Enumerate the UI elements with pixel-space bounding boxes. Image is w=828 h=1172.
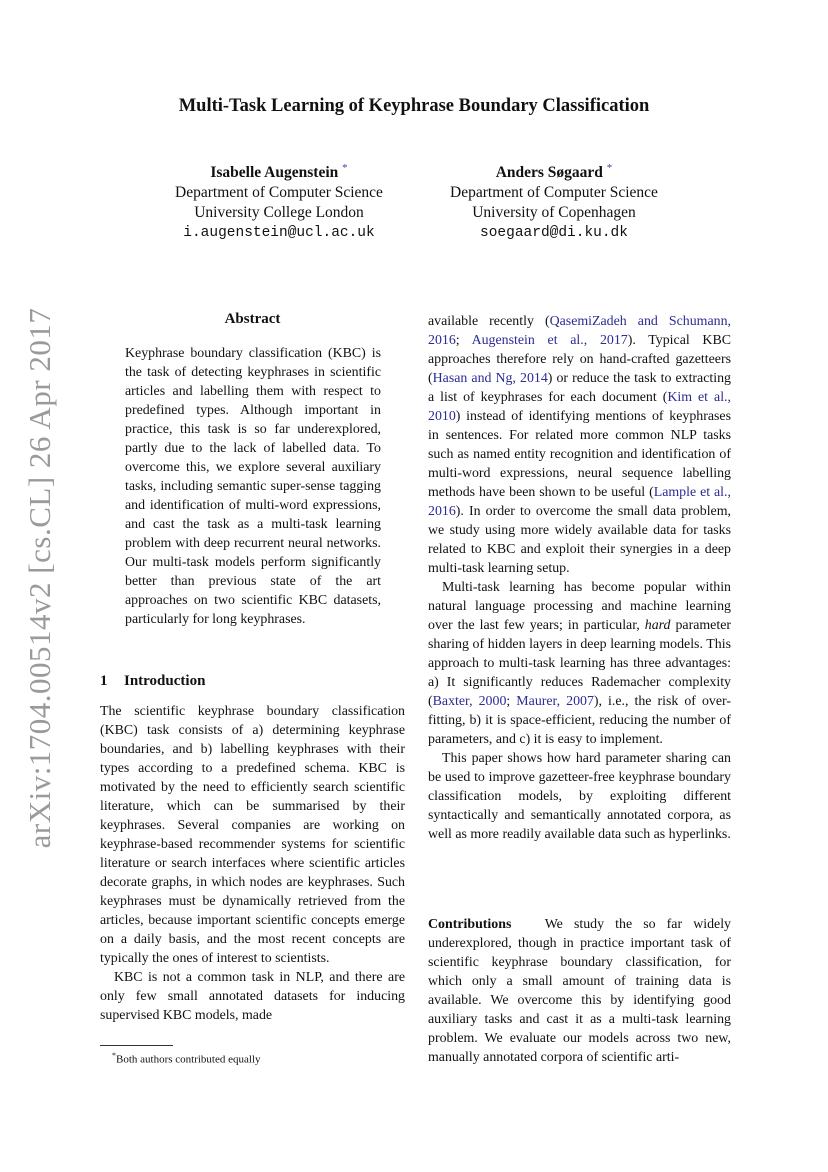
text-run: ). Typical KBC approaches therefore rely on hand-crafted gazetteers ( — [428, 333, 731, 386]
right-paragraph-3: This paper shows how hard parameter sharing can be used to improve gazetteer-free keyphrase boundary classification models, by exploiting different syntactically and semantically annotated corpora, as well as more readily available data such as hyperlinks. — [428, 751, 731, 842]
text-run: ) or reduce the task to extracting a list of keyphrases for each document ( — [428, 371, 731, 405]
author-email: i.augenstein@ucl.ac.uk — [183, 225, 375, 242]
text-run: available recently ( — [428, 314, 550, 329]
text-run: ), i.e., the risk of over-fitting, b) it is space-efficient, reducing the number of parameters, and c) it is easy to implement. — [428, 694, 731, 747]
citation-link[interactable]: Hasan and Ng, 2014 — [432, 371, 548, 386]
emphasis-text: hard — [644, 618, 671, 633]
arxiv-stamp-text: arXiv:1704.00514v2 [cs.CL] 26 Apr 2017 — [22, 307, 57, 849]
citation-link[interactable]: Baxter, 2000 — [432, 694, 507, 709]
author-footnote-mark: * — [606, 162, 613, 174]
text-run: Multi-task learning has become popular within natural language processing and machine learning over the last few years; in particular, — [428, 580, 731, 633]
text-run: ) instead of identifying mentions of keyphrases in sentences. For related more common NLP tasks such as named entity recognition and identification of multi-word expressions, neural sequence labelling methods have been shown to be useful ( — [428, 409, 731, 500]
intro-paragraph-2: KBC is not a common task in NLP, and there are only few small annotated datasets for inducing supervised KBC models, made — [100, 970, 405, 1023]
author-univ: University of Copenhagen — [472, 204, 636, 222]
section-number: 1 — [100, 673, 108, 689]
section-heading — [100, 673, 205, 690]
author-block-2 — [404, 158, 704, 243]
abstract-heading: Abstract — [224, 311, 281, 327]
footnote — [100, 1049, 261, 1067]
citation-link[interactable]: Lample et al., 2016 — [428, 485, 731, 519]
right-column — [428, 312, 731, 844]
author-dept: Department of Computer Science — [450, 184, 658, 202]
text-run: ; — [455, 333, 472, 348]
intro-paragraph-1: The scientific keyphrase boundary classification (KBC) task consists of a) determining keyphrase boundaries, and b) labelling keyphrases with their types according to a predefined schema. KBC is motivated by the need to efficiently search scientific literature, which can be summarised by their keyphrases. Several companies are working on keyphrase-based recommender systems for scientific literature or search interfaces where scientific articles decorate graphs, in which nodes are keyphrases. Such keyphrases must be dynamically retrieved from the articles, because important scientific concepts emerge on a daily basis, and the most recent concepts are typically the ones of interest to scientists. — [100, 704, 405, 966]
text-run: ; — [506, 694, 517, 709]
author-name: Anders Søgaard — [495, 164, 603, 182]
footnote-mark: * — [112, 1051, 116, 1060]
footnote-text: Both authors contributed equally — [116, 1053, 261, 1066]
contributions-heading: Contributions — [428, 917, 512, 932]
contributions-text: We study the so far widely underexplored, though in practice important task of scientific keyphrase boundary classification, for which only a small amount of training data is available. We overcome this by identifying good auxiliary tasks and cast it as a multi-task learning problem. We evaluate our models across two new, manually annotated corpora of scientific arti- — [428, 917, 732, 1065]
abstract-text: Keyphrase boundary classification (KBC) is the task of detecting keyphrases in scientific articles and labelling them with respect to predefined types. Although important in practice, this task is so far underexplored, partly due to the lack of labelled data. To overcome this, we explore several auxiliary tasks, including semantic super-sense tagging and identification of multi-word expressions, and cast the task as a multi-task learning problem with deep recurrent neural networks. Our multi-task models perform significantly better than previous state of the art approaches on two scientific KBC datasets, particularly for long keyphrases. — [125, 346, 381, 627]
author-name: Isabelle Augenstein — [210, 164, 339, 182]
footnote-rule — [100, 1045, 173, 1046]
arxiv-stamp — [20, 307, 60, 849]
citation-link[interactable]: Augenstein et al., 2017 — [471, 333, 628, 348]
citation-link[interactable]: QasemiZadeh and Schumann, 2016 — [428, 314, 731, 348]
author-email: soegaard@di.ku.dk — [480, 225, 628, 242]
author-block-1 — [129, 158, 429, 243]
author-univ: University College London — [194, 204, 364, 222]
paper-title: Multi-Task Learning of Keyphrase Boundary Classification — [178, 96, 650, 116]
author-footnote-mark: * — [342, 162, 348, 174]
intro-column — [100, 702, 405, 1025]
text-run: ). In order to overcome the small data problem, we study using more widely available data for tasks related to KBC and exploit their synergies in a deep multi-task learning setup. — [428, 504, 731, 576]
contributions-paragraph — [428, 915, 731, 1067]
citation-link[interactable]: Kim et al., 2010 — [428, 390, 731, 424]
text-run: parameter sharing of hidden layers in deep learning models. This approach to multi-task learning has three advantages: a) It significantly reduces Rademacher complexity ( — [428, 618, 731, 709]
author-dept: Department of Computer Science — [175, 184, 383, 202]
section-title: Introduction — [124, 673, 206, 689]
right-paragraph-2 — [428, 578, 731, 749]
right-paragraph-1 — [428, 312, 731, 578]
citation-link[interactable]: Maurer, 2007 — [516, 694, 594, 709]
